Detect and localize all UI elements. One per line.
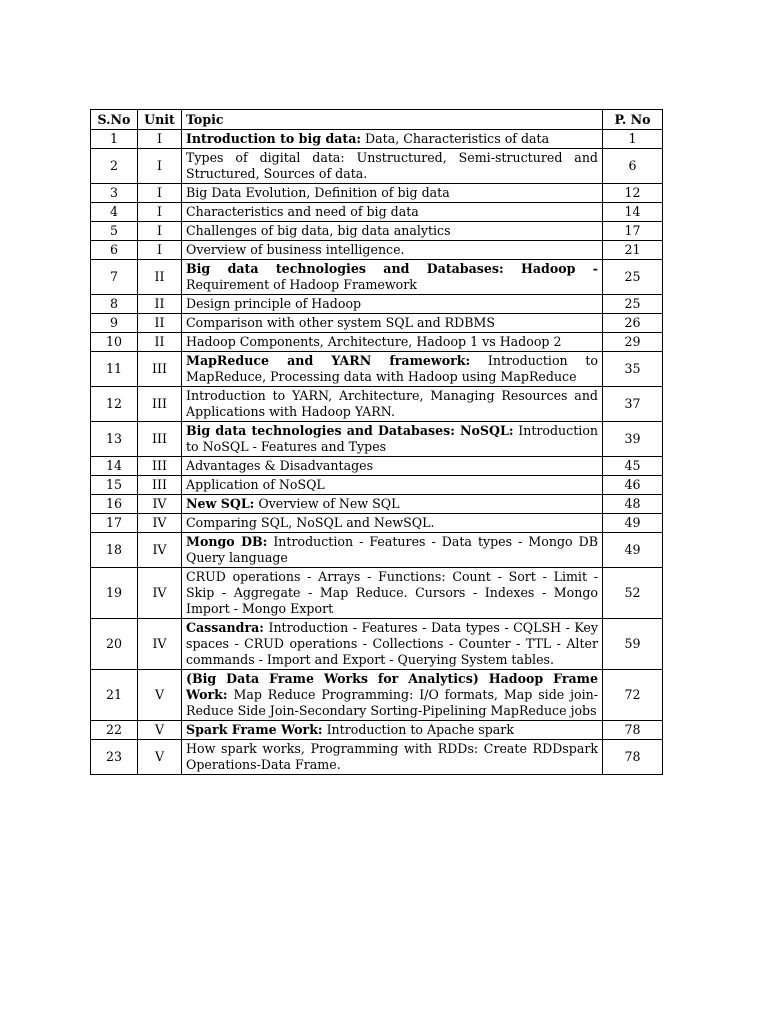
row-unit: II (138, 333, 182, 352)
topic-bold-text: New SQL: (186, 496, 255, 511)
table-row (91, 352, 663, 387)
row-topic (182, 476, 603, 495)
table-row (91, 295, 663, 314)
table-body (91, 130, 663, 775)
topic-text: Design principle of Hadoop (186, 296, 362, 311)
row-topic (182, 670, 603, 721)
topic-text: Introduction to YARN, Architecture, Managing Resources and Applications with Hadoop YARN. (186, 388, 598, 419)
row-page: 78 (603, 740, 663, 775)
topic-text: Introduction - Features - Data types - CQLSH - Key spaces - CRUD operations - Collections - Counter - TTL - Alter commands - Import and Export - Querying System tables. (186, 620, 598, 667)
row-unit: V (138, 740, 182, 775)
row-unit: I (138, 184, 182, 203)
table-row (91, 495, 663, 514)
topic-text: How spark works, Programming with RDDs: Create RDDspark Operations-Data Frame. (186, 741, 598, 772)
row-topic (182, 721, 603, 740)
row-unit: IV (138, 533, 182, 568)
row-sno: 16 (91, 495, 138, 514)
row-page: 1 (603, 130, 663, 149)
row-topic (182, 352, 603, 387)
row-unit: II (138, 295, 182, 314)
topic-text: CRUD operations - Arrays - Functions: Count - Sort - Limit - Skip - Aggregate - Map Reduce. Cursors - Indexes - Mongo Import - Mongo Export (186, 569, 598, 616)
topic-text: Requirement of Hadoop Framework (186, 277, 417, 292)
row-unit: IV (138, 495, 182, 514)
row-topic (182, 333, 603, 352)
table-row (91, 130, 663, 149)
table-row (91, 533, 663, 568)
row-page: 46 (603, 476, 663, 495)
row-sno: 2 (91, 149, 138, 184)
row-sno: 21 (91, 670, 138, 721)
row-page: 25 (603, 260, 663, 295)
row-sno: 1 (91, 130, 138, 149)
row-page: 6 (603, 149, 663, 184)
table-row (91, 260, 663, 295)
table-row (91, 721, 663, 740)
table-row (91, 241, 663, 260)
topic-text: Characteristics and need of big data (186, 204, 419, 219)
row-unit: III (138, 422, 182, 457)
row-page: 78 (603, 721, 663, 740)
row-unit: I (138, 203, 182, 222)
row-sno: 23 (91, 740, 138, 775)
topic-text: Introduction to MapReduce, Processing data with Hadoop using MapReduce (186, 353, 598, 384)
topic-bold-text: Spark Frame Work: (186, 722, 323, 737)
row-topic (182, 387, 603, 422)
row-unit: IV (138, 568, 182, 619)
row-unit: IV (138, 619, 182, 670)
table-row (91, 670, 663, 721)
table-row (91, 457, 663, 476)
row-topic (182, 314, 603, 333)
row-page: 39 (603, 422, 663, 457)
row-unit: II (138, 314, 182, 333)
table-row (91, 149, 663, 184)
topic-text: Overview of business intelligence. (186, 242, 405, 257)
header-topic: Topic (182, 110, 603, 130)
table-row (91, 314, 663, 333)
row-topic (182, 740, 603, 775)
table-row (91, 568, 663, 619)
row-topic (182, 514, 603, 533)
row-unit: III (138, 352, 182, 387)
row-sno: 19 (91, 568, 138, 619)
table-row (91, 740, 663, 775)
row-page: 72 (603, 670, 663, 721)
row-sno: 10 (91, 333, 138, 352)
topic-text: Advantages & Disadvantages (186, 458, 374, 473)
table-row (91, 387, 663, 422)
row-unit: III (138, 457, 182, 476)
row-unit: I (138, 241, 182, 260)
row-sno: 17 (91, 514, 138, 533)
row-page: 52 (603, 568, 663, 619)
row-topic (182, 241, 603, 260)
topic-bold-text: Introduction to big data: (186, 131, 362, 146)
row-page: 29 (603, 333, 663, 352)
row-sno: 6 (91, 241, 138, 260)
table-row (91, 184, 663, 203)
row-page: 45 (603, 457, 663, 476)
topic-text: Types of digital data: Unstructured, Semi-structured and Structured, Sources of data. (186, 150, 598, 181)
topic-bold-text: Mongo DB: (186, 534, 268, 549)
topic-bold-text: Big data technologies and Databases: Hadoop - (186, 261, 598, 276)
row-unit: I (138, 130, 182, 149)
row-sno: 18 (91, 533, 138, 568)
row-page: 21 (603, 241, 663, 260)
row-page: 25 (603, 295, 663, 314)
topic-text: Map Reduce Programming: I/O formats, Map side join-Reduce Side Join-Secondary Sorting-Pipelining MapReduce jobs (186, 687, 598, 718)
topic-bold-text: (Big Data Frame Works for Analytics) Hadoop Frame Work: (186, 671, 598, 702)
row-sno: 14 (91, 457, 138, 476)
row-topic (182, 222, 603, 241)
row-topic (182, 130, 603, 149)
row-sno: 20 (91, 619, 138, 670)
row-sno: 13 (91, 422, 138, 457)
row-page: 26 (603, 314, 663, 333)
table-row (91, 203, 663, 222)
row-page: 12 (603, 184, 663, 203)
row-unit: I (138, 149, 182, 184)
row-unit: III (138, 476, 182, 495)
topic-text: Comparing SQL, NoSQL and NewSQL. (186, 515, 435, 530)
contents-table (90, 109, 663, 775)
row-sno: 8 (91, 295, 138, 314)
row-page: 14 (603, 203, 663, 222)
topic-text: Application of NoSQL (186, 477, 325, 492)
row-sno: 22 (91, 721, 138, 740)
topic-bold-text: Cassandra: (186, 620, 264, 635)
row-page: 48 (603, 495, 663, 514)
row-topic (182, 295, 603, 314)
table-row (91, 476, 663, 495)
topic-text: Introduction - Features - Data types - Mongo DB Query language (186, 534, 598, 565)
topic-text: Data, Characteristics of data (361, 131, 550, 146)
row-sno: 3 (91, 184, 138, 203)
topic-text: Overview of New SQL (254, 496, 400, 511)
topic-text: Introduction to NoSQL - Features and Types (186, 423, 599, 454)
row-unit: III (138, 387, 182, 422)
row-page: 37 (603, 387, 663, 422)
row-page: 49 (603, 514, 663, 533)
row-sno: 7 (91, 260, 138, 295)
row-topic (182, 422, 603, 457)
table-header-row (91, 110, 663, 130)
table-row (91, 333, 663, 352)
header-sno: S.No (91, 110, 138, 130)
header-page: P. No (603, 110, 663, 130)
row-sno: 12 (91, 387, 138, 422)
row-page: 59 (603, 619, 663, 670)
table-row (91, 422, 663, 457)
row-unit: I (138, 222, 182, 241)
header-unit: Unit (138, 110, 182, 130)
row-topic (182, 568, 603, 619)
table-row (91, 619, 663, 670)
row-topic (182, 619, 603, 670)
topic-text: Challenges of big data, big data analytics (186, 223, 451, 238)
topic-text: Big Data Evolution, Definition of big data (186, 185, 450, 200)
table-row (91, 222, 663, 241)
row-topic (182, 149, 603, 184)
row-sno: 11 (91, 352, 138, 387)
row-topic (182, 533, 603, 568)
row-page: 17 (603, 222, 663, 241)
row-sno: 4 (91, 203, 138, 222)
row-unit: V (138, 670, 182, 721)
topic-text: Comparison with other system SQL and RDBMS (186, 315, 496, 330)
table-row (91, 514, 663, 533)
topic-bold-text: Big data technologies and Databases: NoSQL: (186, 423, 514, 438)
row-page: 35 (603, 352, 663, 387)
row-sno: 15 (91, 476, 138, 495)
row-topic (182, 495, 603, 514)
topic-text: Hadoop Components, Architecture, Hadoop 1 vs Hadoop 2 (186, 334, 562, 349)
row-unit: II (138, 260, 182, 295)
row-topic (182, 457, 603, 476)
row-sno: 9 (91, 314, 138, 333)
topic-bold-text: MapReduce and YARN framework: (186, 353, 471, 368)
row-sno: 5 (91, 222, 138, 241)
row-topic (182, 184, 603, 203)
row-unit: IV (138, 514, 182, 533)
row-topic (182, 260, 603, 295)
row-topic (182, 203, 603, 222)
row-page: 49 (603, 533, 663, 568)
row-unit: V (138, 721, 182, 740)
topic-text: Introduction to Apache spark (322, 722, 514, 737)
